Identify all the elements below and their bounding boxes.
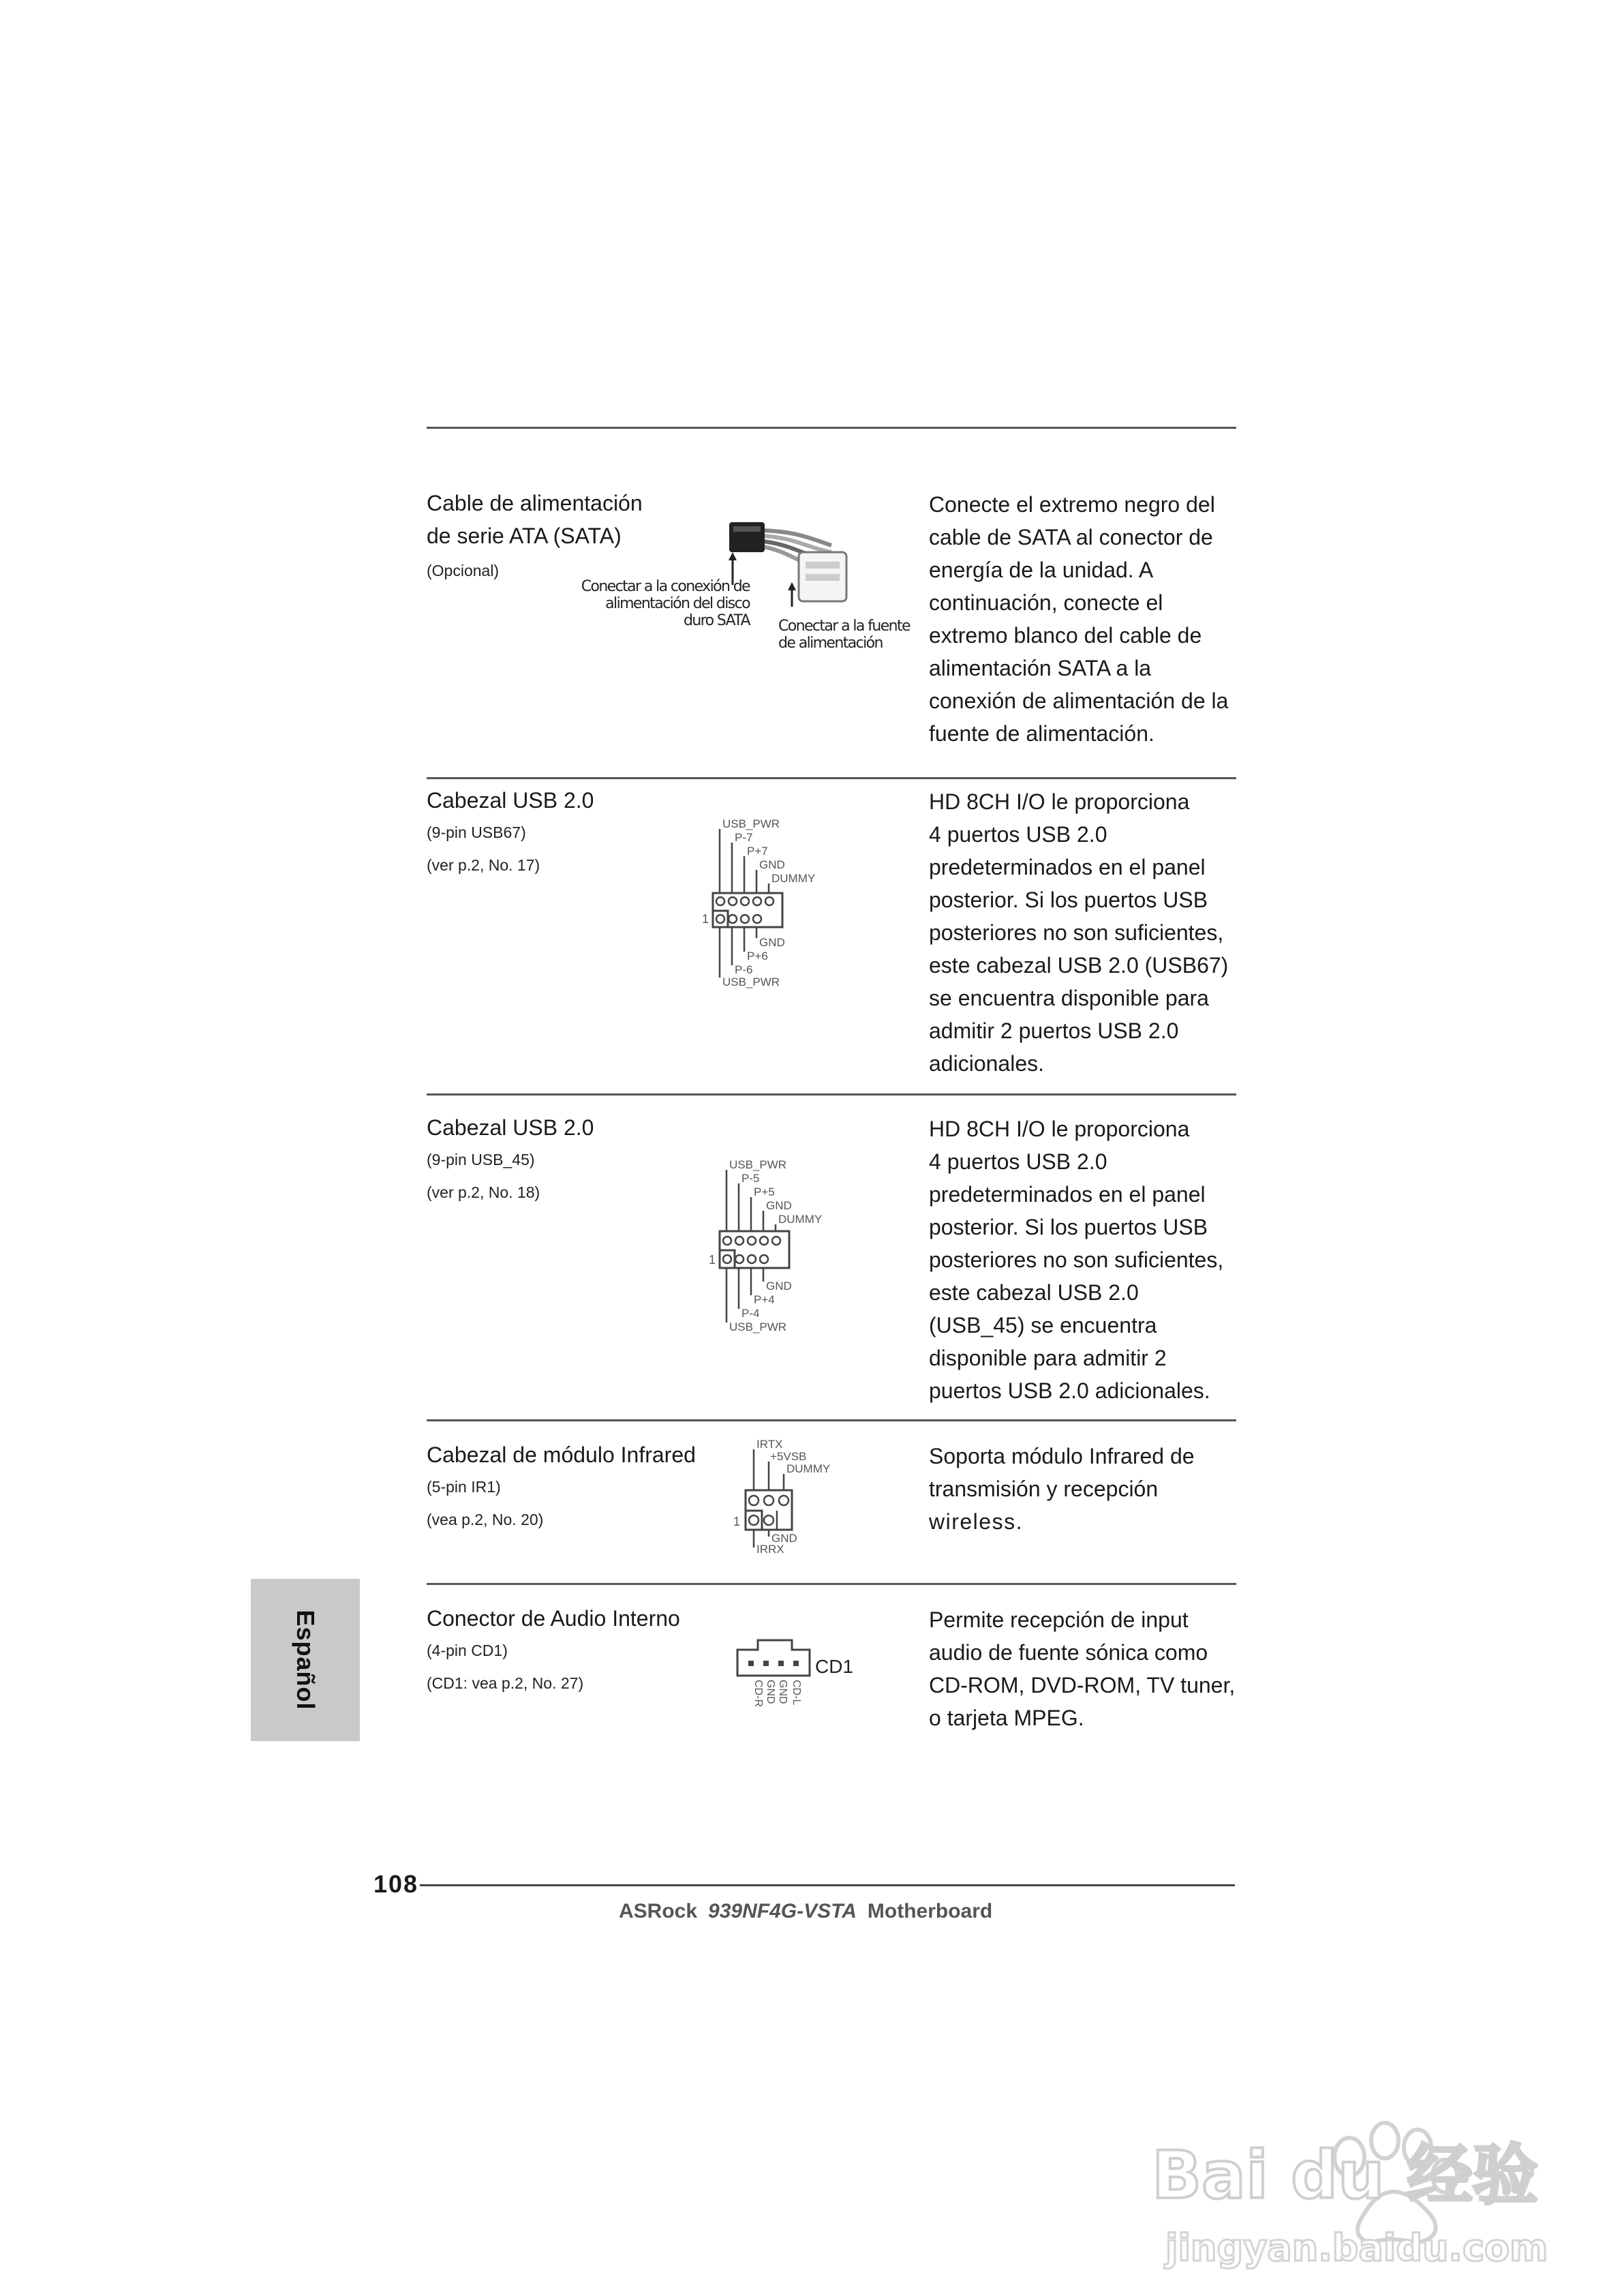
pin-label: GND bbox=[771, 1532, 797, 1545]
pin-label: P-4 bbox=[741, 1307, 760, 1320]
section-description: HD 8CH I/O le proporciona 4 puertos USB 2.0 predeterminados en el panel posterior. Si los puertos USB posteriores no son suficientes, este cabezal USB 2.0 (USB_45) se encuentra disponible para admitir 2 puertos USB 2.0 adicionales. bbox=[929, 1117, 1224, 1403]
pin-label: USB_PWR bbox=[722, 817, 780, 830]
pin-label: P+6 bbox=[747, 950, 768, 963]
section-divider bbox=[427, 777, 1236, 779]
section-title: Cabezal USB 2.0 bbox=[427, 1115, 594, 1140]
usb45-pin-diagram bbox=[702, 1159, 859, 1336]
section-title: Cable de alimentación bbox=[427, 491, 643, 515]
pin-label: GND bbox=[777, 1680, 789, 1704]
pin-label: P+5 bbox=[754, 1185, 775, 1198]
page-number: 108 bbox=[373, 1870, 419, 1898]
section-title: Conector de Audio Interno bbox=[427, 1606, 680, 1631]
section-detail: (9-pin USB67) bbox=[427, 824, 526, 841]
section-detail: (5-pin IR1) bbox=[427, 1478, 501, 1496]
section-detail: (CD1: vea p.2, No. 27) bbox=[427, 1674, 584, 1692]
section-divider bbox=[427, 1583, 1236, 1585]
pin-label: GND bbox=[766, 1199, 792, 1212]
language-tab-label: Español bbox=[292, 1610, 320, 1710]
section-description: Soporta módulo Infrared de transmisión y recepción wireless. bbox=[929, 1444, 1195, 1534]
cd1-connector-diagram bbox=[733, 1635, 883, 1737]
footer-product: Motherboard bbox=[867, 1900, 993, 1922]
section-detail: (ver p.2, No. 17) bbox=[427, 856, 540, 874]
section-divider bbox=[427, 1093, 1236, 1096]
section-title: de serie ATA (SATA) bbox=[427, 524, 622, 548]
footer bbox=[619, 1898, 992, 1925]
connector-label: CD1 bbox=[815, 1656, 854, 1677]
section-title: Cabezal USB 2.0 bbox=[427, 788, 594, 813]
watermark-url: jingyan.baidu.com bbox=[1165, 2226, 1548, 2269]
top-rule bbox=[427, 427, 1236, 429]
pin1-marker: 1 bbox=[733, 1515, 741, 1528]
pin-label: IRRX bbox=[756, 1543, 784, 1556]
pin-label: DUMMY bbox=[771, 872, 816, 885]
pin-label: P+4 bbox=[754, 1293, 775, 1306]
section-detail: (9-pin USB_45) bbox=[427, 1151, 535, 1168]
pin1-marker: 1 bbox=[702, 912, 709, 926]
baidu-logo bbox=[1145, 2113, 1548, 2277]
footer-model: 939NF4G-VSTA bbox=[708, 1900, 857, 1922]
pin-label: P+7 bbox=[747, 845, 768, 858]
pin-label: DUMMY bbox=[778, 1213, 823, 1226]
pin-label: P-6 bbox=[735, 963, 753, 976]
section-detail: (vea p.2, No. 20) bbox=[427, 1511, 544, 1528]
callout-sata-drive: Conectar a la conexión de alimentación del disco duro SATA bbox=[581, 578, 750, 629]
pin-label: GND bbox=[766, 1280, 792, 1293]
infrared-pin-diagram bbox=[729, 1440, 866, 1556]
language-tab bbox=[251, 1579, 360, 1741]
baidu-watermark bbox=[1145, 2113, 1548, 2277]
section-description: Conecte el extremo negro del cable de SATA al conector de energía de la unidad. A continuación, conecte el extremo blanco del cable de alimentación SATA a la conexión de alimentación de la fuente de alimentación. bbox=[929, 492, 1229, 746]
section-description: HD 8CH I/O le proporciona 4 puertos USB 2.0 predeterminados en el panel posterior. Si los puertos USB posteriores no son suficientes, este cabezal USB 2.0 (USB67) se encuentra disponible para admitir 2 puertos USB 2.0 adicionales. bbox=[929, 789, 1229, 1076]
pin-label: GND bbox=[765, 1680, 776, 1704]
pin-label: CD-R bbox=[752, 1680, 764, 1707]
footer-brand: ASRock bbox=[619, 1900, 698, 1922]
section-detail: (4-pin CD1) bbox=[427, 1642, 508, 1659]
pin-label: DUMMY bbox=[786, 1462, 831, 1475]
pin-label: GND bbox=[759, 858, 785, 871]
pin-label: GND bbox=[759, 936, 785, 949]
section-description: Permite recepción de input audio de fuente sónica como CD-ROM, DVD-ROM, TV tuner, o tarjeta MPEG. bbox=[929, 1607, 1236, 1730]
callout-power-supply: Conectar a la fuente de alimentación bbox=[778, 618, 910, 652]
watermark-logo-text: Bai du 经验 bbox=[1152, 2137, 1538, 2214]
pin1-marker: 1 bbox=[709, 1253, 716, 1267]
pin-label: USB_PWR bbox=[722, 976, 780, 988]
pin-label: USB_PWR bbox=[729, 1158, 787, 1171]
section-title: Cabezal de módulo Infrared bbox=[427, 1442, 696, 1467]
footer-rule bbox=[420, 1884, 1235, 1886]
pin-label: CD-L bbox=[791, 1680, 802, 1706]
pin-label: IRTX bbox=[756, 1438, 783, 1451]
pin-label: P-7 bbox=[735, 831, 753, 844]
pin-label: +5VSB bbox=[770, 1450, 807, 1463]
pin-label: P-5 bbox=[741, 1172, 760, 1185]
section-detail: (Opcional) bbox=[427, 562, 500, 579]
usb67-pin-diagram bbox=[695, 818, 852, 988]
pin-label: USB_PWR bbox=[729, 1320, 787, 1333]
section-divider bbox=[427, 1419, 1236, 1421]
section-detail: (ver p.2, No. 18) bbox=[427, 1183, 540, 1201]
